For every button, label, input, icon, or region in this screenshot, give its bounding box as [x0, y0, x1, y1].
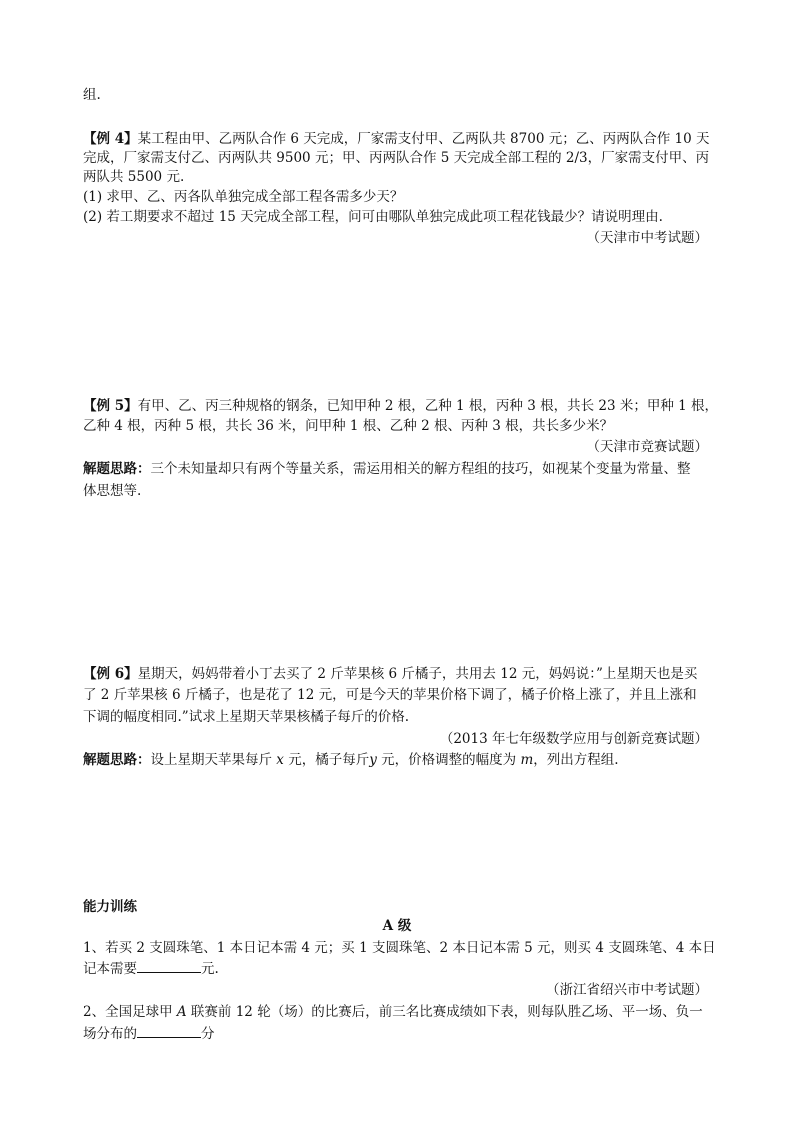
example-6-line-1: 【例 6】星期天，妈妈带着小丁去买了 2 斤苹果核 6 斤橘子，共用去 12 元，妈妈说：”上星期天也是买 [83, 666, 698, 682]
answer-blank-2[interactable] [137, 1025, 201, 1038]
example-6-tag: 【例 6】 [83, 666, 138, 682]
example-4-source: （天津市中考试题） [586, 230, 708, 246]
training-title: 能力训练 [83, 899, 137, 915]
page-top-fragment: 组. [83, 87, 101, 103]
example-6-source: （2013 年七年级数学应用与创新竞赛试题） [439, 731, 708, 747]
example-5-hint-line-1: 解题思路：三个未知量却只有两个等量关系，需运用相关的解方程组的技巧，如视某个变量为常量、整 [83, 461, 691, 477]
problem-1-line-2: 记本需要 元. [83, 961, 219, 977]
level-heading: A 级 [382, 918, 412, 934]
example-5-hint-line-2: 体思想等. [83, 483, 142, 499]
example-5-hint-label: 解题思路： [83, 461, 151, 477]
example-4-question-2: (2) 若工期要求不超过 15 天完成全部工程，问可由哪队单独完成此项工程花钱最少？请说明理由. [83, 209, 663, 225]
example-6-hint: 解题思路：设上星期天苹果每斤 x 元，橘子每斤y 元，价格调整的幅度为 m，列出方程组. [83, 752, 619, 768]
example-4-question-1: (1) 求甲、乙、丙各队单独完成全部工程各需多少天？ [83, 189, 404, 205]
example-5-tag: 【例 5】 [83, 398, 138, 414]
problem-2-line-2: 场分布的 分 [83, 1026, 215, 1042]
example-6-line-3: 下调的幅度相同.”试求上星期天苹果核橘子每斤的价格. [83, 709, 409, 725]
example-5-line-1: 【例 5】有甲、乙、丙三种规格的钢条，已知甲种 2 根，乙种 1 根，丙种 3 根，共长 23 米；甲种 1 根， [83, 398, 719, 414]
problem-1-line-1: 1、若买 2 支圆珠笔、1 本日记本需 4 元；买 1 支圆珠笔、2 本日记本需 5 元，则买 4 支圆珠笔、4 本日 [83, 940, 716, 956]
example-4-tag: 【例 4】 [83, 131, 138, 147]
example-6-line-2: 了 2 斤苹果核 6 斤橘子，也是花了 12 元，可是今天的苹果价格下调了，橘子价格上涨了，并且上涨和 [83, 687, 697, 703]
example-5-source: （天津市竞赛试题） [586, 439, 708, 455]
problem-2-line-1: 2、全国足球甲 A 联赛前 12 轮（场）的比赛后，前三名比赛成绩如下表，则每队胜乙场、平一场、负一 [83, 1004, 703, 1020]
example-4-line-2: 完成，厂家需支付乙、丙两队共 9500 元；甲、丙两队合作 5 天完成全部工程的 2/3，厂家需支付甲、丙 [83, 150, 710, 166]
example-4-line-1: 【例 4】某工程由甲、乙两队合作 6 天完成，厂家需支付甲、乙两队共 8700 元；乙、丙两队合作 10 天 [83, 131, 710, 147]
problem-1-source: （浙江省绍兴市中考试题） [546, 982, 708, 998]
example-6-hint-label: 解题思路： [83, 752, 151, 768]
example-4-line-3: 两队共 5500 元. [83, 169, 185, 185]
example-5-line-2: 乙种 4 根，丙种 5 根，共长 36 米，问甲种 1 根、乙种 2 根、丙种 3 根，共长多少米？ [83, 418, 614, 434]
answer-blank-1[interactable] [137, 960, 201, 973]
